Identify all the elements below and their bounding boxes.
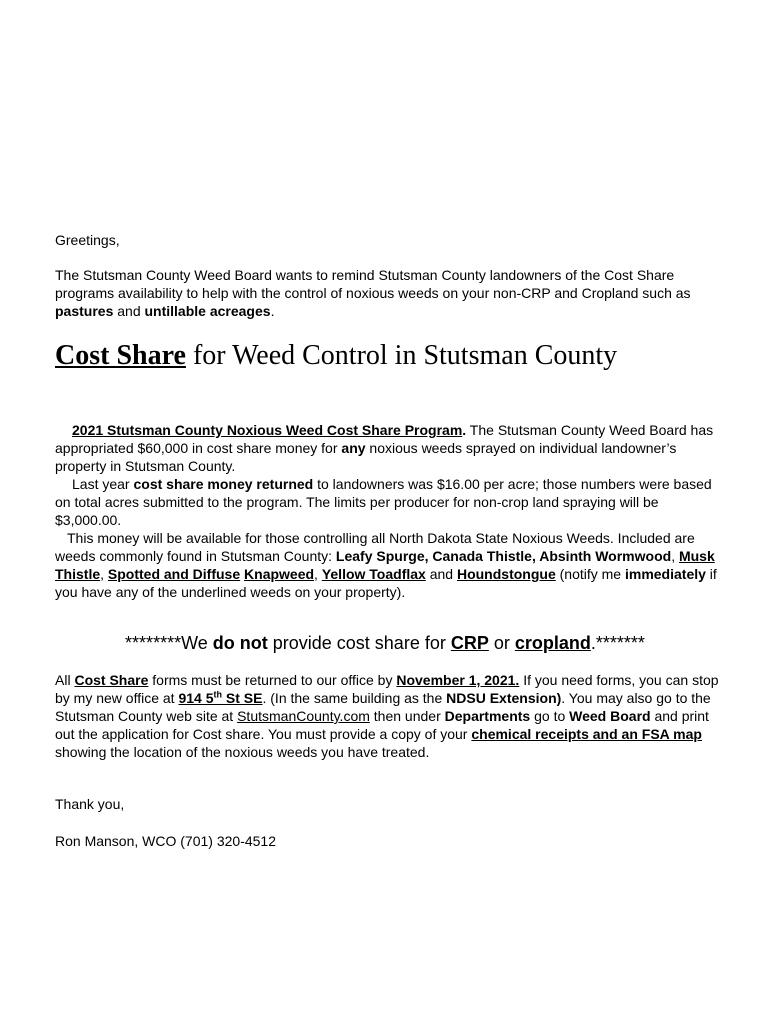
weeds-text-2: (notify me [555, 566, 625, 582]
forms-text-7: go to [530, 708, 570, 724]
weed-leafy-canada-absinth: Leafy Spurge, Canada Thistle, Absinth Wormwood [335, 548, 672, 564]
forms-cost-share: Cost Share [74, 672, 149, 688]
forms-text-4: . (In the same building as the [262, 690, 447, 706]
program-text-1: The Stutsman County Weed Board has appropriated $60,000 in cost share money for [55, 422, 714, 456]
forms-deadline: November 1, 2021. [396, 672, 520, 688]
weed-musk-thistle: Musk Thistle [55, 548, 715, 582]
website-link[interactable]: StutsmanCounty.com [237, 708, 370, 724]
intro-and: and [113, 303, 145, 319]
notice-crp: CRP [450, 633, 489, 653]
program-any: any [341, 440, 366, 456]
weeds-immediately: immediately [624, 566, 706, 582]
title-rest: for Weed Control in Stutsman County [185, 340, 618, 371]
weed-houndstongue: Houndstongue [456, 566, 556, 582]
weeds-text-3: if you have any of the underlined weeds on your property). [55, 566, 717, 600]
signature: Ron Manson, WCO (701) 320-4512 [55, 833, 276, 849]
notice-do-not: do not [212, 633, 268, 653]
forms-text-3: If you need forms, you can stop by my new office at [55, 672, 719, 706]
program-title: 2021 Stutsman County Noxious Weed Cost Share Program [72, 422, 463, 438]
notice-mid: provide cost share for [267, 633, 451, 653]
forms-text-5: . You may also go to the Stutsman County web site at [55, 690, 711, 724]
address-part-2: St SE [222, 690, 263, 706]
weeds-paragraph [55, 529, 725, 601]
weeds-sep-2: , [100, 566, 108, 582]
last-year-bold: cost share money returned [133, 476, 314, 492]
weed-spotted-diffuse: Spotted and Diffuse [107, 566, 241, 582]
forms-text-9: showing the location of the noxious weeds you have treated. [55, 744, 430, 760]
weed-yellow-toadflax: Yellow Toadflax [321, 566, 426, 582]
notice-or: or [488, 633, 515, 653]
forms-text-1: All [55, 672, 75, 688]
notice-cropland: cropland [514, 633, 591, 653]
forms-receipts: chemical receipts and an FSA map [471, 726, 702, 742]
forms-departments: Departments [444, 708, 531, 724]
address-sup: th [213, 689, 223, 700]
weeds-sep-4: , [314, 566, 322, 582]
last-year-paragraph [55, 475, 725, 529]
forms-text-2: forms must be returned to our office by [148, 672, 397, 688]
forms-text-6: then under [369, 708, 445, 724]
intro-end: . [270, 303, 275, 319]
weeds-and: and [425, 566, 457, 582]
forms-weed-board: Weed Board [569, 708, 651, 724]
title-cost-share: Cost Share [55, 340, 186, 371]
closing: Thank you, [55, 796, 125, 812]
weeds-text-1: This money will be available for those controlling all North Dakota State Noxious Weeds. Included are weeds commonly found in Stutsman County: [55, 530, 695, 564]
last-year-text-1: Last year [72, 476, 134, 492]
greeting: Greetings, [55, 232, 120, 248]
last-year-text-2: to landowners was $16.00 per acre; those numbers were based on total acres submitted to the program. The limits per producer for non-crop land spraying will be $3,000.00. [55, 476, 712, 528]
intro-text: The Stutsman County Weed Board wants to remind Stutsman County landowners of the Cost Share programs availability to help with the control of noxious weeds on your non-CRP and Cropland such as [55, 267, 691, 301]
program-paragraph [55, 421, 725, 475]
intro-pastures: pastures [55, 303, 114, 319]
weed-knapweed: Knapweed [244, 566, 315, 582]
program-title-dot: . [462, 422, 467, 438]
forms-ndsu: NDSU Extension) [446, 690, 562, 706]
intro-paragraph [55, 266, 725, 320]
page-title [55, 339, 725, 373]
weeds-sep-1: , [671, 548, 679, 564]
program-text-2: noxious weeds sprayed on individual landowner’s property in Stutsman County. [55, 440, 677, 474]
office-address [178, 690, 262, 706]
address-part-1: 914 5 [178, 690, 214, 706]
notice-pre: ********We [125, 633, 213, 653]
forms-text-8: and print out the application for Cost share. You must provide a copy of your [55, 708, 709, 742]
notice-post: .******* [590, 633, 645, 653]
forms-paragraph [55, 671, 725, 761]
intro-untillable: untillable acreages [144, 303, 271, 319]
crp-notice [55, 632, 715, 654]
